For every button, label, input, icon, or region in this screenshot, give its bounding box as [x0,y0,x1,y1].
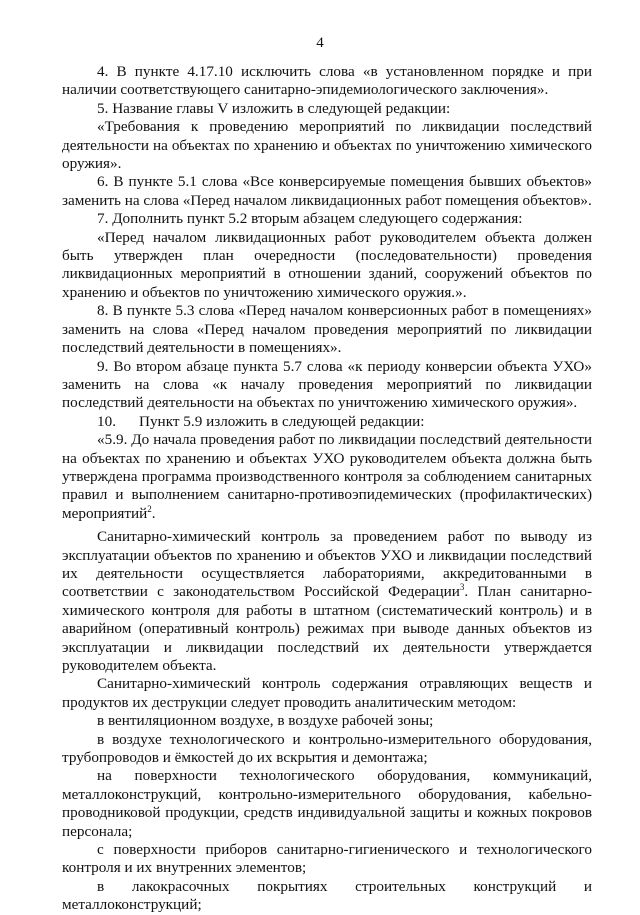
paragraph-control-text-b: . План санитарно-химического контроля для работы в штатном (систематический контроль) и в аварийном (оперативный контроль) режимах при выводе данных объектов из эксплуатации и ликвидации последствий их деятельности утверждается руководителем объекта. [62,583,592,674]
item-10-number: 10. [97,412,116,430]
paragraph-item-9: 9. Во втором абзаце пункта 5.7 слова «к периоду конверсии объекта УХО» заменить на слова «к началу проведения мероприятий по ликвидации последствий деятельности на объектах по уничтожению химического оружия». [62,357,592,412]
list-item-air: в вентиляционном воздухе, в воздухе рабочей зоны; [97,712,434,730]
paragraph-item-10 [62,413,592,431]
document-body [62,63,592,915]
paragraph-item-8: 8. В пункте 5.3 слова «Перед началом конверсионных работ в помещениях» заменить на слова «Перед началом проведения мероприятий по ликвидации последствий деятельности в помещениях». [62,302,592,357]
item-10-text: Пункт 5.9 изложить в следующей редакции: [139,412,425,430]
paragraph-5-9-end: . [151,504,156,522]
footnote-ref-2: 2 [147,503,152,514]
paragraph-5-9 [62,431,592,523]
paragraph-item-5: 5. Название главы V изложить в следующей редакции: [97,99,451,117]
paragraph-item-4: 4. В пункте 4.17.10 исключить слова «в установленном порядке и при наличии соответствующего санитарно-эпидемиологического заключения». [62,63,592,99]
paragraph-analytic-method: Санитарно-химический контроль содержания отравляющих веществ и продуктов их деструкции следует проводить аналитическим методом: [62,675,592,711]
paragraph-item-7: 7. Дополнить пункт 5.2 вторым абзацем следующего содержания: [97,210,523,228]
paragraph-item-6: 6. В пункте 5.1 слова «Все конверсируемые помещения бывших объектов» заменить на слова «Перед началом ликвидационных работ помещения объектов». [62,173,592,209]
paragraph-control-text-a: Санитарно-химический контроль за проведением работ по выводу из эксплуатации объектов по хранению и объектов УХО и ликвидации последствий их деятельности осуществляется лабораториями, аккредитованными в соответствии с законодательством Российской Федерации [62,528,592,601]
footnote-ref-3: 3 [459,582,465,593]
paragraph-chapter-v-title: «Требования к проведению мероприятий по ликвидации последствий деятельности на объектах по хранению и объектах по уничтожению химического оружия». [62,118,592,173]
list-item-coatings: в лакокрасочных покрытиях строительных конструкций и металлоконструкций; [62,877,592,914]
list-item-surfaces: на поверхности технологического оборудования, коммуникаций, металлоконструкций, контрольно-измерительного оборудования, кабельно-проводниковой продукции, средств индивидуальной защиты и кожных покровов персонала; [62,767,592,840]
list-item-equipment-air: в воздухе технологического и контрольно-измерительного оборудования, трубопроводов и ёмкостей до их вскрытия и демонтажа; [62,730,592,767]
paragraph-control [62,528,592,675]
page-number: 4 [316,35,324,51]
paragraph-item-7-quote: «Перед началом ликвидационных работ руководителем объекта должен быть утвержден план очередности (последовательности) проведения ликвидационных мероприятий в отношении зданий, сооружений объектов по хранению и объектов по уничтожению химического оружия.». [62,228,592,301]
paragraph-5-9-text: «5.9. До начала проведения работ по ликвидации последствий деятельности на объектах по хранению и объектах УХО руководителем объекта должна быть утверждена программа производственного контроля за соблюдением санитарных правил и выполнением санитарно-противоэпидемических (профилактических) мероприятий [62,431,592,522]
list-item-instruments: с поверхности приборов санитарно-гигиенического и технологического контроля и их внутренних элементов; [62,841,592,877]
